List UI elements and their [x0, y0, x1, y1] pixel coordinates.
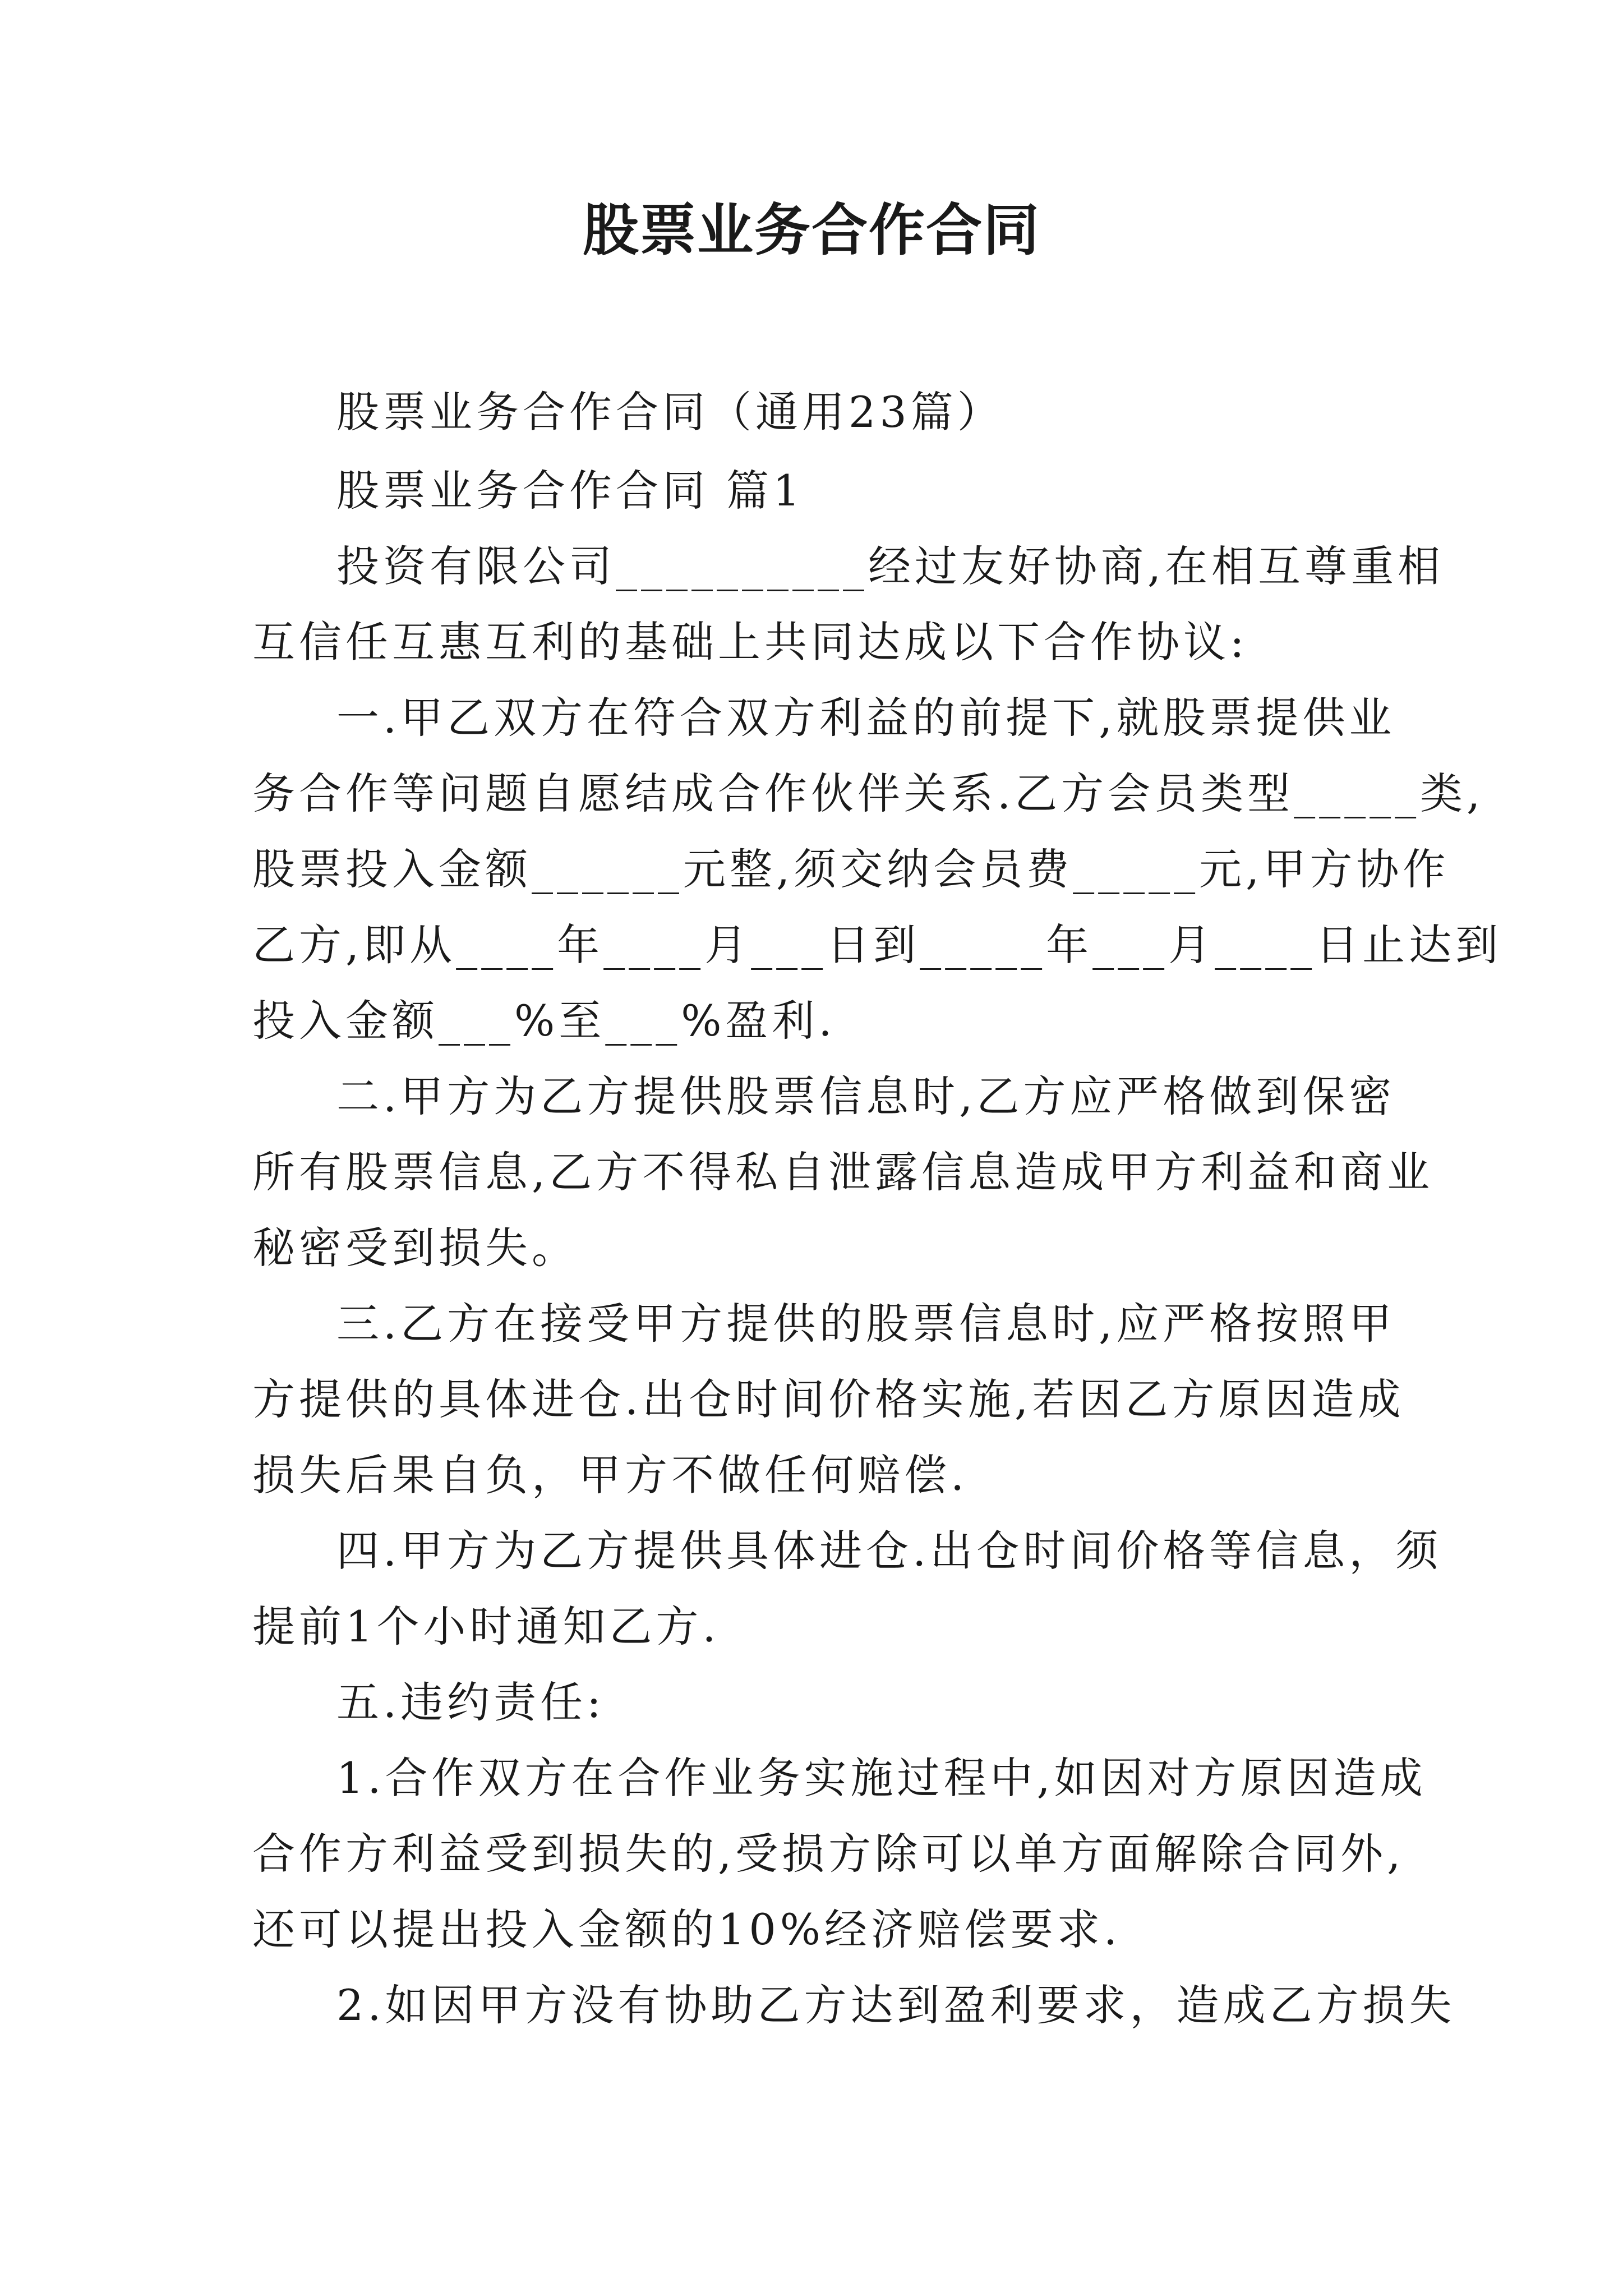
clause-line: 2.如因甲方没有协助乙方达到盈利要求，造成乙方损失: [336, 1980, 1456, 2030]
clause-line: 二.甲方为乙方提供股票信息时,乙方应严格做到保密: [336, 1071, 1396, 1121]
section-heading: 股票业务合作合同 篇1: [336, 466, 804, 516]
clause-line: 1.合作双方在合作业务实施过程中,如因对方原因造成: [336, 1753, 1427, 1803]
paragraph-line: 投资有限公司__________经过友好协商,在相互尊重相: [336, 541, 1445, 591]
document-title: 股票业务合作合同: [583, 197, 1040, 263]
clause-line: 四.甲方为乙方提供具体进仓.出仓时间价格等信息，须: [336, 1526, 1442, 1576]
clause-line: 损失后果自负，甲方不做任何赔偿.: [252, 1450, 969, 1500]
clause-line: 务合作等问题自愿结成合作伙伴关系.乙方会员类型_____类,: [252, 769, 1484, 818]
clause-line: 三.乙方在接受甲方提供的股票信息时,应严格按照甲: [336, 1299, 1396, 1349]
clause-line: 方提供的具体进仓.出仓时间价格实施,若因乙方原因造成: [252, 1374, 1405, 1424]
document-subtitle: 股票业务合作合同（通用23篇）: [336, 387, 1004, 437]
clause-line: 股票投入金额______元整,须交纳会员费_____元,甲方协作: [252, 844, 1450, 894]
paragraph-line: 互信任互惠互利的基础上共同达成以下合作协议:: [252, 617, 1248, 667]
clause-line: 还可以提出投入金额的10%经济赔偿要求.: [252, 1904, 1122, 1954]
clause-line: 所有股票信息,乙方不得私自泄露信息造成甲方利益和商业: [252, 1147, 1434, 1197]
clause-line: 提前1个小时通知乙方.: [252, 1602, 720, 1651]
clause-line: 一.甲乙双方在符合双方利益的前提下,就股票提供业: [336, 693, 1396, 743]
clause-line: 秘密受到损失。: [252, 1223, 578, 1273]
clause-heading: 五.违约责任:: [336, 1677, 605, 1727]
clause-line: 合作方利益受到损失的,受损方除可以单方面解除合同外,: [252, 1829, 1405, 1879]
clause-line: 乙方,即从____年____月___日到_____年___月____日止达到: [252, 920, 1502, 970]
clause-line: 投入金额___%至___%盈利.: [252, 996, 836, 1046]
